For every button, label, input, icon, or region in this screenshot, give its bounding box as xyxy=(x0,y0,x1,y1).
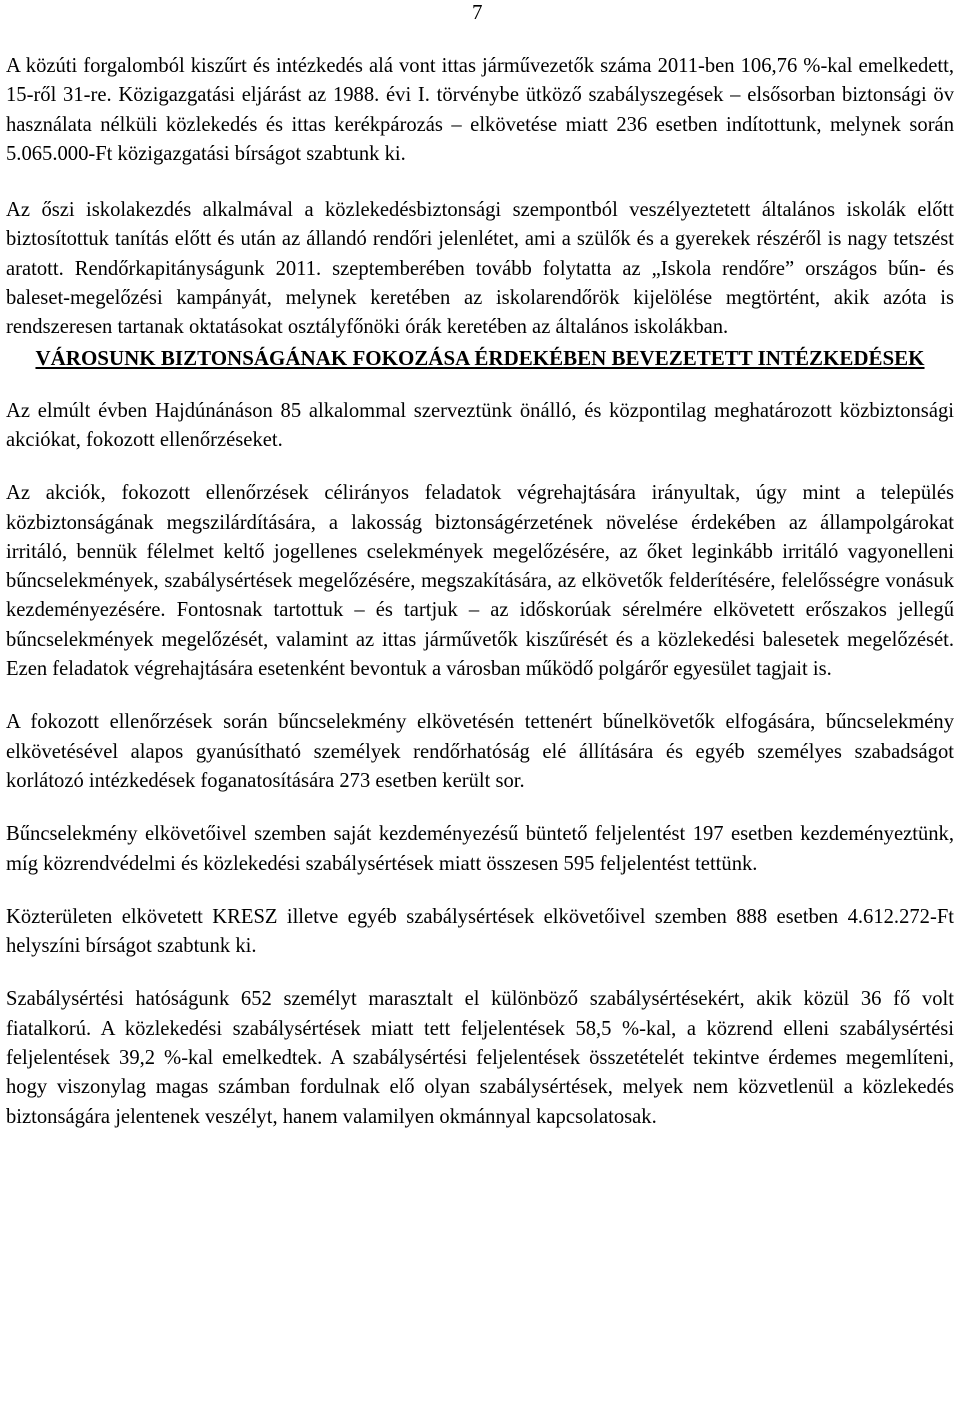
paragraph-arrests: A fokozott ellenőrzések során bűncselekmény elkövetésén tettenért bűnelkövetők elfogására, bűncselekmény elkövetésével alapos gyanúsítható személyek rendőrhatóság elé állítására és egyéb személyes szabadságot korlátozó intézkedések foganatosítására 273 esetben került sor. xyxy=(6,711,954,792)
section-heading: VÁROSUNK BIZTONSÁGÁNAK FOKOZÁSA ÉRDEKÉBEN BEVEZETETT INTÉZKEDÉSEK xyxy=(35,345,925,370)
paragraph-misdemeanor-authority: Szabálysértési hatóságunk 652 személyt marasztalt el különböző szabálysértésekért, akik közül 36 fő volt fiatalkorú. A közlekedési szabálysértések miatt tett feljelentések 58,5 %-kal, a közrend elleni szabálysértési feljelentések 39,2 %-kal emelkedtek. A szabálysértési feljelentések összetételét tekintve érdemes megemlíteni, hogy viszonylag magas számban fordulnak elő olyan szabálysértések, melyek nem közvetlenül a közlekedés biztonságára jelentenek veszélyt, hanem valamilyen okmánnyal kapcsolatosak. xyxy=(6,988,954,1128)
document-body xyxy=(6,52,954,1132)
paragraph-criminal-reports: Bűncselekmény elkövetőivel szemben saját kezdeményezésű büntető feljelentést 197 esetben kezdeményeztünk, míg közrendvédelmi és közlekedési szabálysértések miatt összesen 595 feljelentést tettünk. xyxy=(6,823,954,875)
paragraph-actions-count: Az elmúlt évben Hajdúnánáson 85 alkalommal szerveztünk önálló, és központilag meghatározott közbiztonsági akciókat, fokozott ellenőrzéseket. xyxy=(6,399,954,451)
paragraph-drunk-drivers: A közúti forgalomból kiszűrt és intézkedés alá vont ittas járművezetők száma 2011-ben 106,76 %-kal emelkedett, 15-ről 31-re. Közigazgatási eljárást az 1988. évi I. törvénybe ütköző szabályszegések – elsősorban biztonsági öv használata nélküli közlekedés és ittas kerékpározás – elkövetése miatt 236 esetben indítottunk, melynek során 5.065.000-Ft közigazgatási bírságot szabtunk ki. xyxy=(6,55,954,165)
paragraph-actions-goals: Az akciók, fokozott ellenőrzések célirányos feladatok végrehajtására irányultak, úgy mint a település közbiztonságának megszilárdítására, a lakosság biztonságérzetének növelése érdekében az állampolgárokat irritáló, bennük félelmet keltő jogellenes cselekmények megelőzésére, az őket leginkább irritáló vagyonelleni bűncselekmények, szabálysértések megelőzésére, megszakítására, az elkövetők felderítésére, felelősségre vonásuk kezdeményezésére. Fontosnak tartottuk – és tartjuk – az időskorúak sérelmére elkövetett erőszakos jellegű bűncselekmények megelőzését, valamint az ittas járművetők kiszűrését és a közlekedési balesetek megelőzését. Ezen feladatok végrehajtására esetenként bevontuk a városban működő polgárőr egyesület tagjait is. xyxy=(6,482,954,681)
paragraph-kresz-fines: Közterületen elkövetett KRESZ illetve egyéb szabálysértések elkövetőivel szemben 888 esetben 4.612.272-Ft helyszíni bírságot szabtunk ki. xyxy=(6,905,954,958)
page-number: 7 xyxy=(472,0,483,24)
paragraph-school-start: Az őszi iskolakezdés alkalmával a közlekedésbiztonsági szempontból veszélyeztetett általános iskolák előtt biztosítottuk tanítás előtt és után az állandó rendőri jelenlétet, ami a szülők és a gyerekek részéről is nagy tetszést aratott. Rendőrkapitányságunk 2011. szeptemberében tovább folytatta az „Iskola rendőre” országos bűn- és baleset-megelőzési kampányát, melynek keretében az iskolarendőrök kijelölése megtörtént, akik azóta is rendszeresen tartanak oktatásokat osztályfőnöki órák keretében az általános iskolákban. xyxy=(6,199,954,339)
